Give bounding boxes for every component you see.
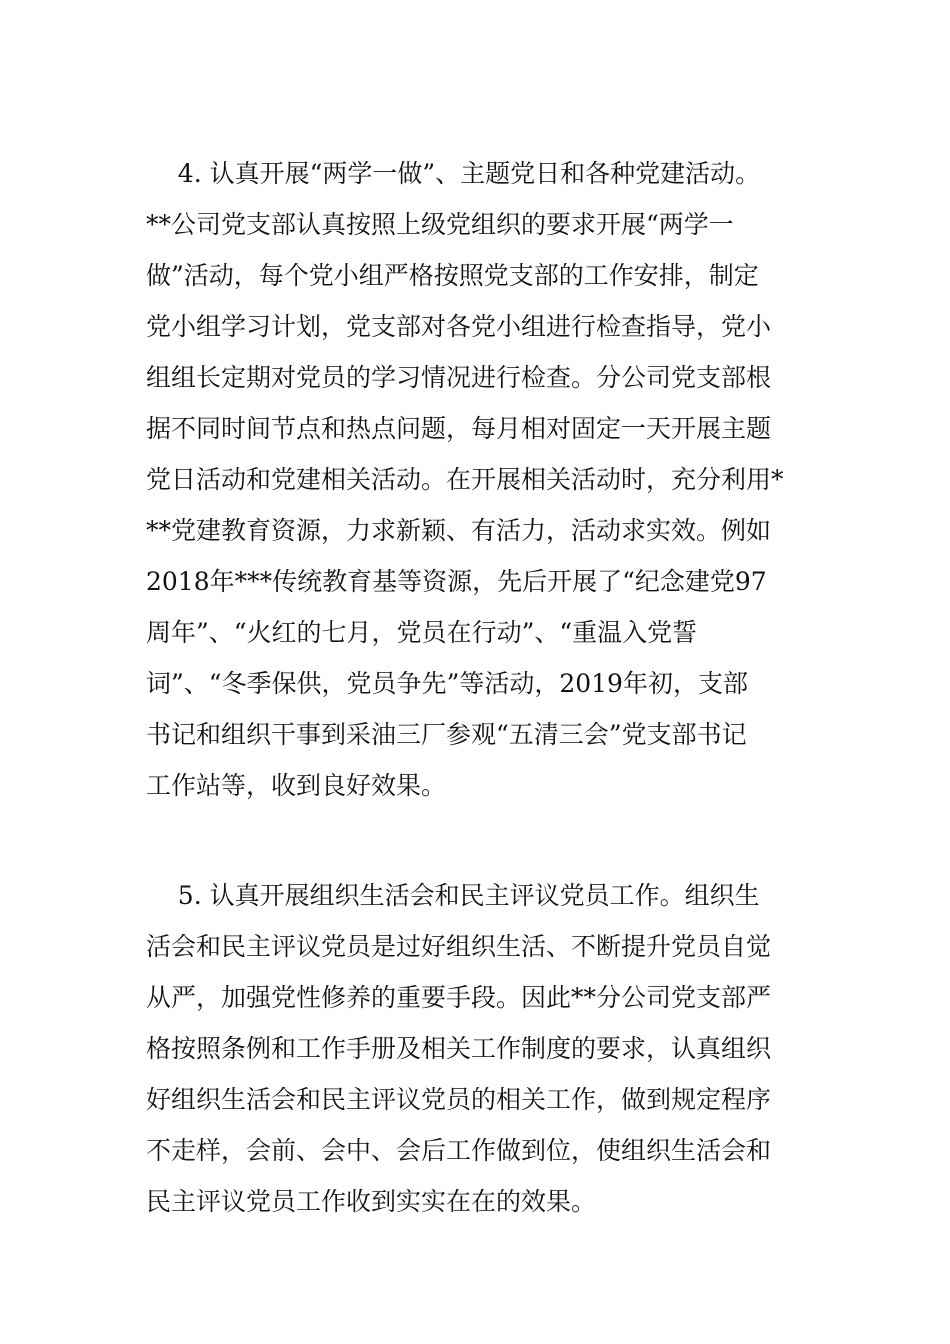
paragraph-line: 格按照条例和工作手册及相关工作制度的要求，认真组织 xyxy=(146,1034,772,1063)
paragraph-line: 党日活动和党建相关活动。在开展相关活动时，充分利用* xyxy=(146,465,784,494)
paragraph-line: 书记和组织干事到采油三厂参观“五清三会”党支部书记 xyxy=(146,720,747,749)
paragraph-line: 工作站等，收到良好效果。 xyxy=(146,771,447,800)
paragraph-line: 词”、“冬季保供，党员争先”等活动，2019年初，支部 xyxy=(146,669,748,698)
paragraph-line: 党小组学习计划，党支部对各党小组进行检查指导，党小 xyxy=(146,312,772,341)
paragraph-line: 做”活动，每个党小组严格按照党支部的工作安排，制定 xyxy=(146,261,759,290)
paragraph-line: **党建教育资源，力求新颖、有活力，活动求实效。例如 xyxy=(146,516,772,545)
paragraph-line: 不走样，会前、会中、会后工作做到位，使组织生活会和 xyxy=(146,1136,772,1165)
paragraph-line: 周年”、“火红的七月，党员在行动”、“重温入党誓 xyxy=(146,618,698,647)
paragraph-line: 据不同时间节点和热点问题，每月相对固定一天开展主题 xyxy=(146,414,772,443)
paragraph-line: 从严，加强党性修养的重要手段。因此**分公司党支部严 xyxy=(146,983,772,1012)
paragraph-line: 民主评议党员工作收到实实在在的效果。 xyxy=(146,1187,597,1216)
paragraph-line: 4. 认真开展“两学一做”、主题党日和各种党建活动。 xyxy=(146,159,761,188)
paragraph-line: 5. 认真开展组织生活会和民主评议党员工作。组织生 xyxy=(146,881,760,910)
paragraph-line: 2018年***传统教育基等资源，先后开展了“纪念建党97 xyxy=(146,567,767,596)
paragraph-line: 好组织生活会和民主评议党员的相关工作，做到规定程序 xyxy=(146,1085,772,1114)
paragraph-line: 组组长定期对党员的学习情况进行检查。分公司党支部根 xyxy=(146,363,772,392)
paragraph-line: 活会和民主评议党员是过好组织生活、不断提升党员自觉 xyxy=(146,932,772,961)
paragraph-line: **公司党支部认真按照上级党组织的要求开展“两学一 xyxy=(146,210,734,239)
